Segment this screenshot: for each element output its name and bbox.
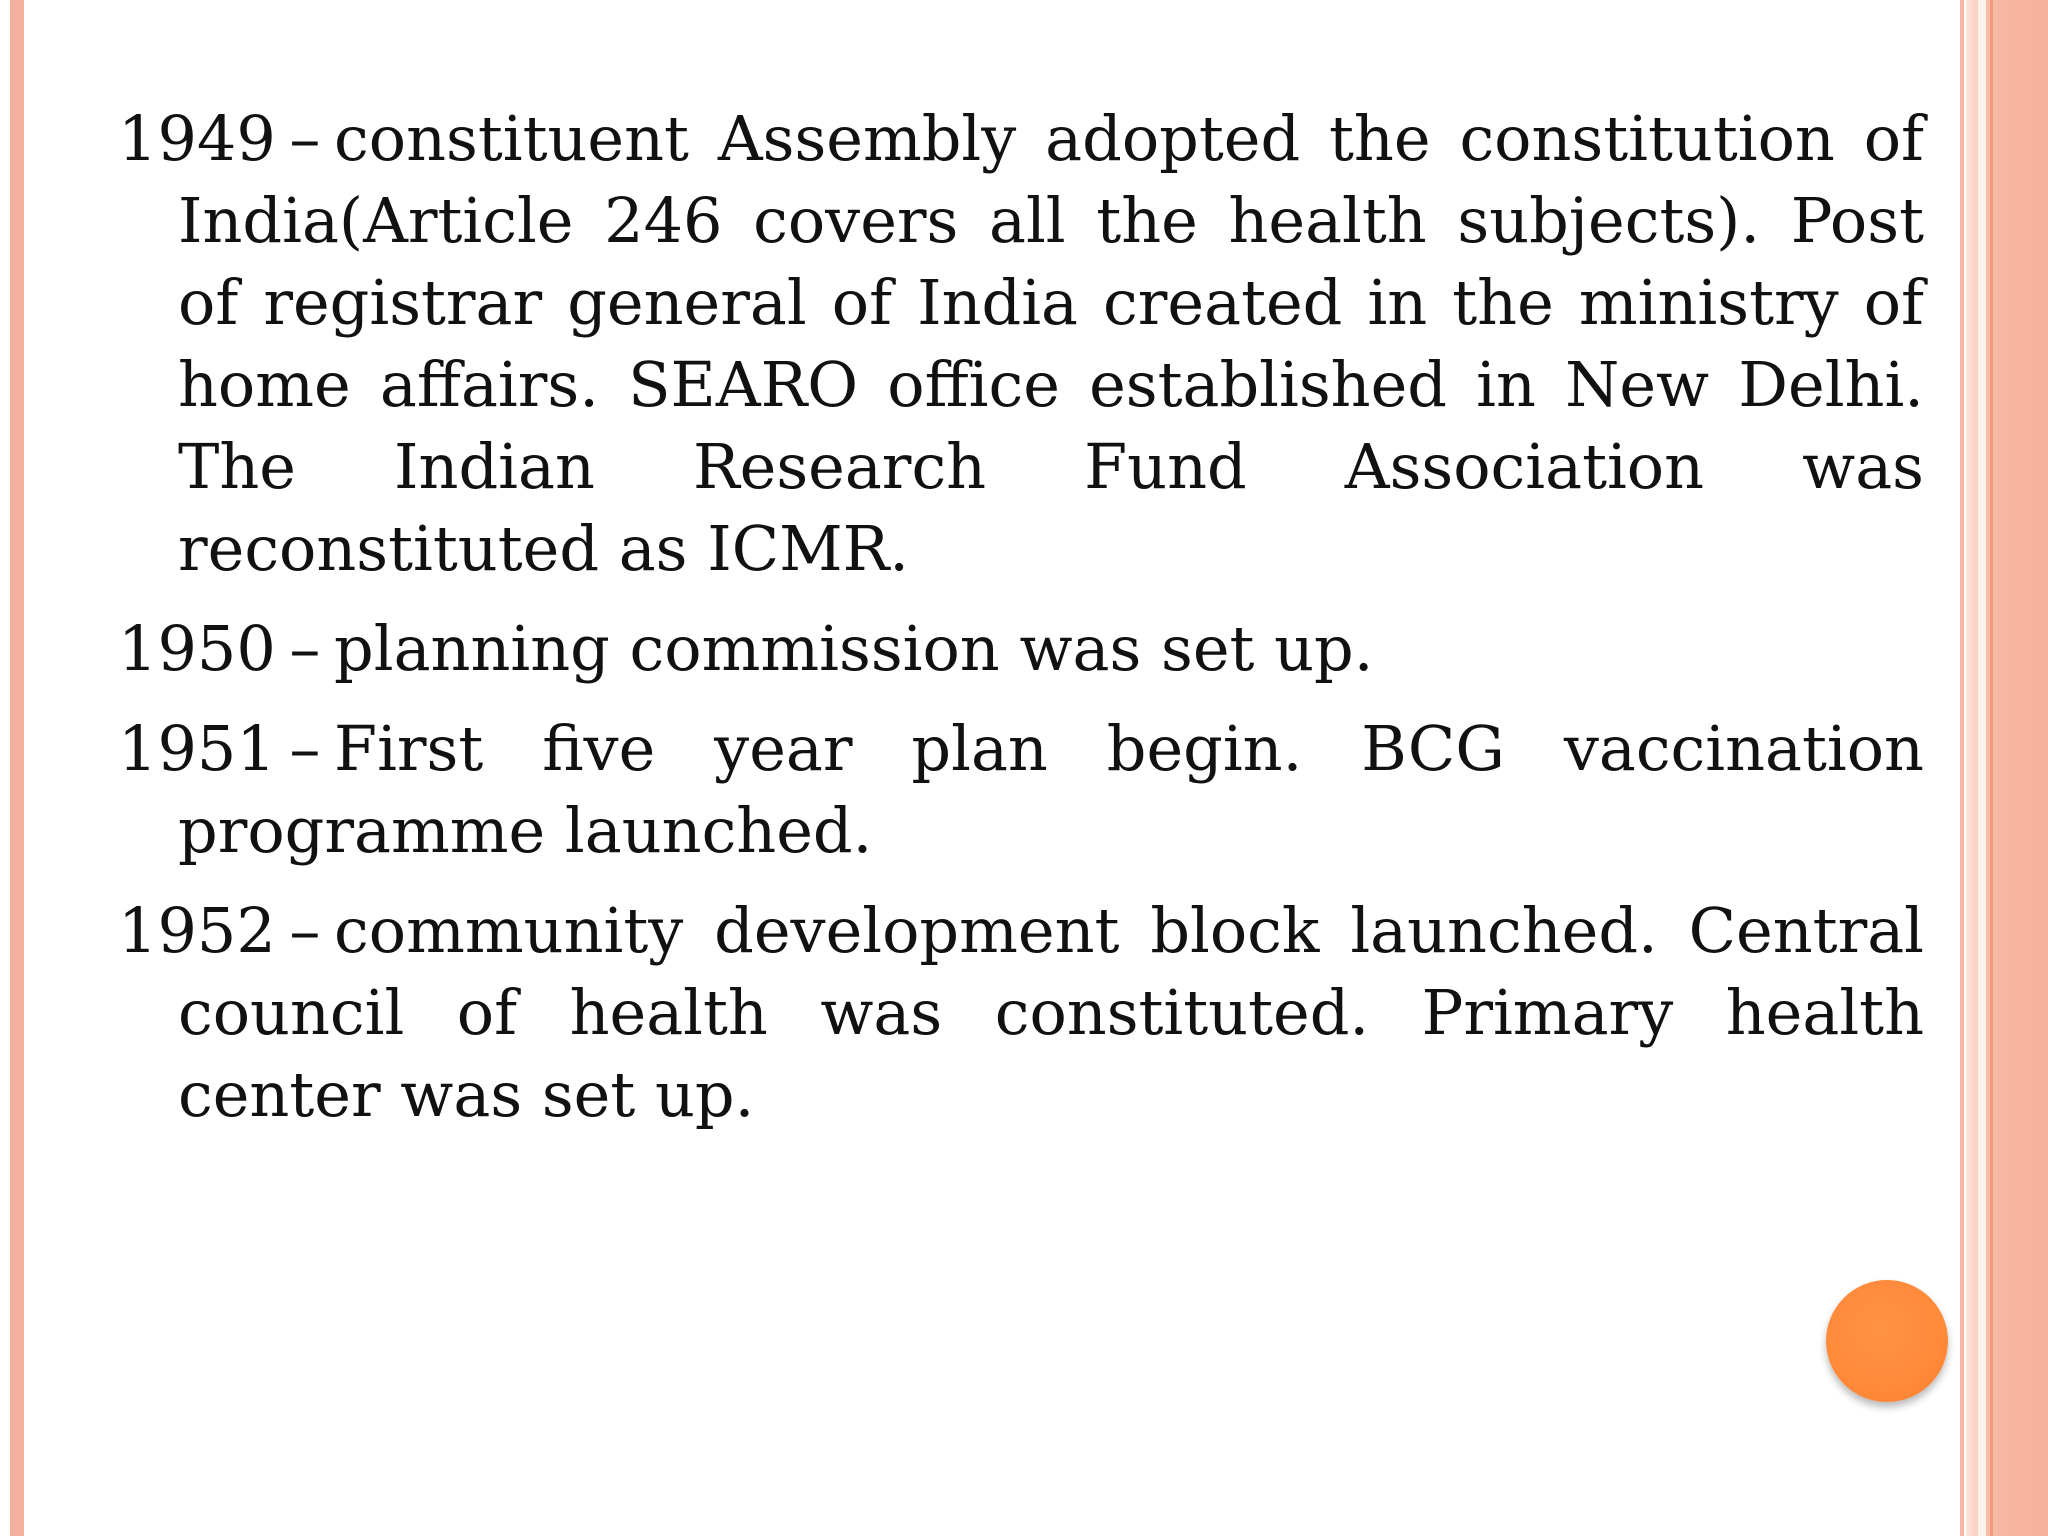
- entry-year: 1951: [118, 712, 276, 785]
- right-thin-line: [1960, 0, 1964, 1536]
- entry-separator: –: [289, 894, 321, 967]
- entry-year: 1952: [118, 894, 276, 967]
- right-band-highlight: [1978, 0, 1986, 1536]
- entry-separator: –: [289, 712, 321, 785]
- timeline-entry-1952: [118, 890, 1924, 1136]
- entry-year: 1949: [118, 102, 276, 175]
- entry-text: planning commission was set up.: [334, 612, 1374, 685]
- left-decorative-stripe: [10, 0, 24, 1536]
- entry-text: community development block launched. Central council of health was constituted. Primary health center was set up.: [178, 894, 1924, 1131]
- entry-text: First five year plan begin. BCG vaccination programme launched.: [178, 712, 1924, 867]
- orange-circle-decoration: [1826, 1280, 1948, 1402]
- timeline-entry-1951: [118, 708, 1924, 872]
- entry-year: 1950: [118, 612, 276, 685]
- entry-separator: –: [289, 612, 321, 685]
- timeline-entry-1950: [118, 608, 1924, 690]
- right-band-line: [1990, 0, 1993, 1536]
- entry-text: constituent Assembly adopted the constitution of India(Article 246 covers all the health subjects). Post of registrar general of India created in the ministry of home affairs. SEARO office established in New Delhi. The Indian Research Fund Association was reconstituted as ICMR.: [178, 102, 1924, 585]
- timeline-content: [118, 98, 1924, 1154]
- timeline-entry-1949: [118, 98, 1924, 590]
- entry-separator: –: [289, 102, 321, 175]
